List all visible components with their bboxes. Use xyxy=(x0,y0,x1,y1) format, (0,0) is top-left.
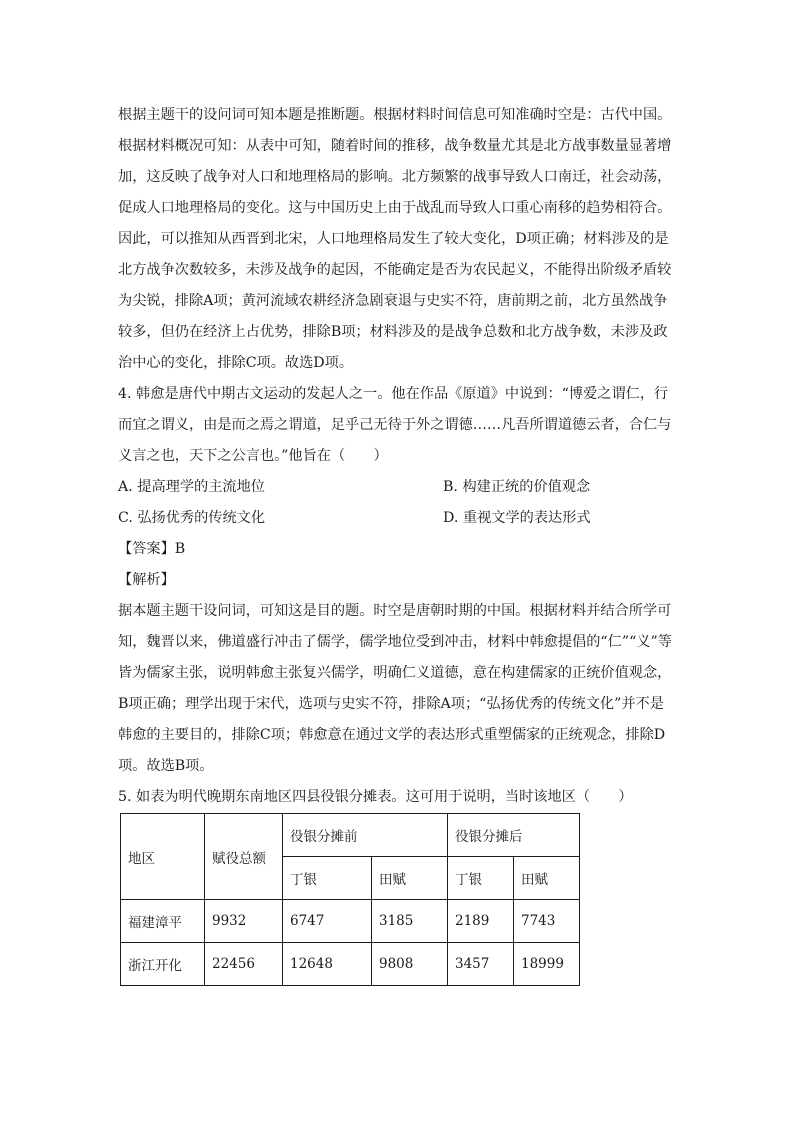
silver-table xyxy=(120,813,580,986)
q4-stem-line: 4. 韩愈是唐代中期古文运动的发起人之一。他在作品《原道》中说到：“博爱之谓仁，行 xyxy=(118,386,669,402)
text-line: 项。故选B项。 xyxy=(118,758,214,774)
header-before: 役银分摊前 xyxy=(283,814,448,857)
header-after: 役银分摊后 xyxy=(448,814,580,857)
text-line: 皆为儒家主张，说明韩愈主张复兴儒学，明确仁义道德，意在构建儒家的正统价值观念， xyxy=(118,665,672,681)
text-line: 促成人口地理格局的变化。这与中国历史上由于战乱而导致人口重心南移的趋势相符合。 xyxy=(118,200,672,216)
text-line: 根据材料概况可知：从表中可知，随着时间的推移，战争数量尤其是北方战事数量显著增 xyxy=(118,138,672,154)
cell-tian-before: 3185 xyxy=(372,900,448,943)
text-line: 治中心的变化，排除C项。故选D项。 xyxy=(118,355,354,371)
text-line: 加，这反映了战争对人口和地理格局的影响。北方频繁的战事导致人口南迁，社会动荡， xyxy=(118,169,672,185)
option-b: B. 构建正统的价值观念 xyxy=(443,479,591,495)
q4-stem-line: 义言之也，天下之公言也。”他旨在（ ） xyxy=(118,448,388,464)
cell-tian-before: 9808 xyxy=(372,943,448,986)
q4-analysis-label: 【解析】 xyxy=(118,572,175,588)
cell-ding-after: 3457 xyxy=(448,943,514,986)
q3-analysis xyxy=(118,100,674,379)
cell-ding-before: 12648 xyxy=(283,943,372,986)
cell-tian-after: 7743 xyxy=(514,900,580,943)
table-header-row xyxy=(121,814,580,857)
q5-stem: 5. 如表为明代晚期东南地区四县役银分摊表。这可用于说明，当时该地区（ ） xyxy=(118,789,633,805)
cell-tian-after: 18999 xyxy=(514,943,580,986)
q4-options xyxy=(118,472,674,534)
text-line: 据本题主题干设问词，可知这是目的题。时空是唐朝时期的中国。根据材料并结合所学可 xyxy=(118,603,672,619)
header-tian-before: 田赋 xyxy=(372,857,448,900)
text-line: 韩愈的主要目的，排除C项；韩愈意在通过文学的表达形式重塑儒家的正统观念，排除D xyxy=(118,727,666,743)
header-tian-after: 田赋 xyxy=(514,857,580,900)
text-line: 因此，可以推知从西晋到北宋，人口地理格局发生了较大变化，D项正确；材料涉及的是 xyxy=(118,231,669,247)
text-line: 北方战争次数较多，未涉及战争的起因，不能确定是否为农民起义，不能得出阶级矛盾较 xyxy=(118,262,672,278)
header-ding-after: 丁银 xyxy=(448,857,514,900)
header-total: 赋役总额 xyxy=(205,814,283,900)
document-content xyxy=(118,100,674,813)
cell-ding-before: 6747 xyxy=(283,900,372,943)
text-line: 为尖锐，排除A项；黄河流域农耕经济急剧衰退与史实不符，唐前期之前，北方虽然战争 xyxy=(118,293,668,309)
question-4 xyxy=(118,379,674,782)
option-d: D. 重视文学的表达形式 xyxy=(443,510,591,526)
option-a: A. 提高理学的主流地位 xyxy=(118,479,265,495)
table-row xyxy=(121,900,580,943)
text-line: B项正确；理学出现于宋代，选项与史实不符，排除A项；“弘扬优秀的传统文化”并不是 xyxy=(118,696,664,712)
header-ding-before: 丁银 xyxy=(283,857,372,900)
cell-region: 浙江开化 xyxy=(121,943,205,986)
text-line: 知，魏晋以来，佛道盛行冲击了儒学，儒学地位受到冲击，材料中韩愈提倡的“仁”“义”等 xyxy=(118,634,672,650)
option-c: C. 弘扬优秀的传统文化 xyxy=(118,510,266,526)
text-line: 根据主题干的设问词可知本题是推断题。根据材料时间信息可知准确时空是：古代中国。 xyxy=(118,107,672,123)
q4-answer: 【答案】B xyxy=(118,541,186,557)
cell-total: 9932 xyxy=(205,900,283,943)
text-line: 较多，但仍在经济上占优势，排除B项；材料涉及的是战争总数和北方战争数，未涉及政 xyxy=(118,324,668,340)
cell-total: 22456 xyxy=(205,943,283,986)
table-row xyxy=(121,943,580,986)
cell-ding-after: 2189 xyxy=(448,900,514,943)
header-region: 地区 xyxy=(121,814,205,900)
q4-stem-line: 而宜之谓义，由是而之焉之谓道，足乎己无待于外之谓德……凡吾所谓道德云者，合仁与 xyxy=(118,417,672,433)
question-5 xyxy=(118,782,674,813)
cell-region: 福建漳平 xyxy=(121,900,205,943)
